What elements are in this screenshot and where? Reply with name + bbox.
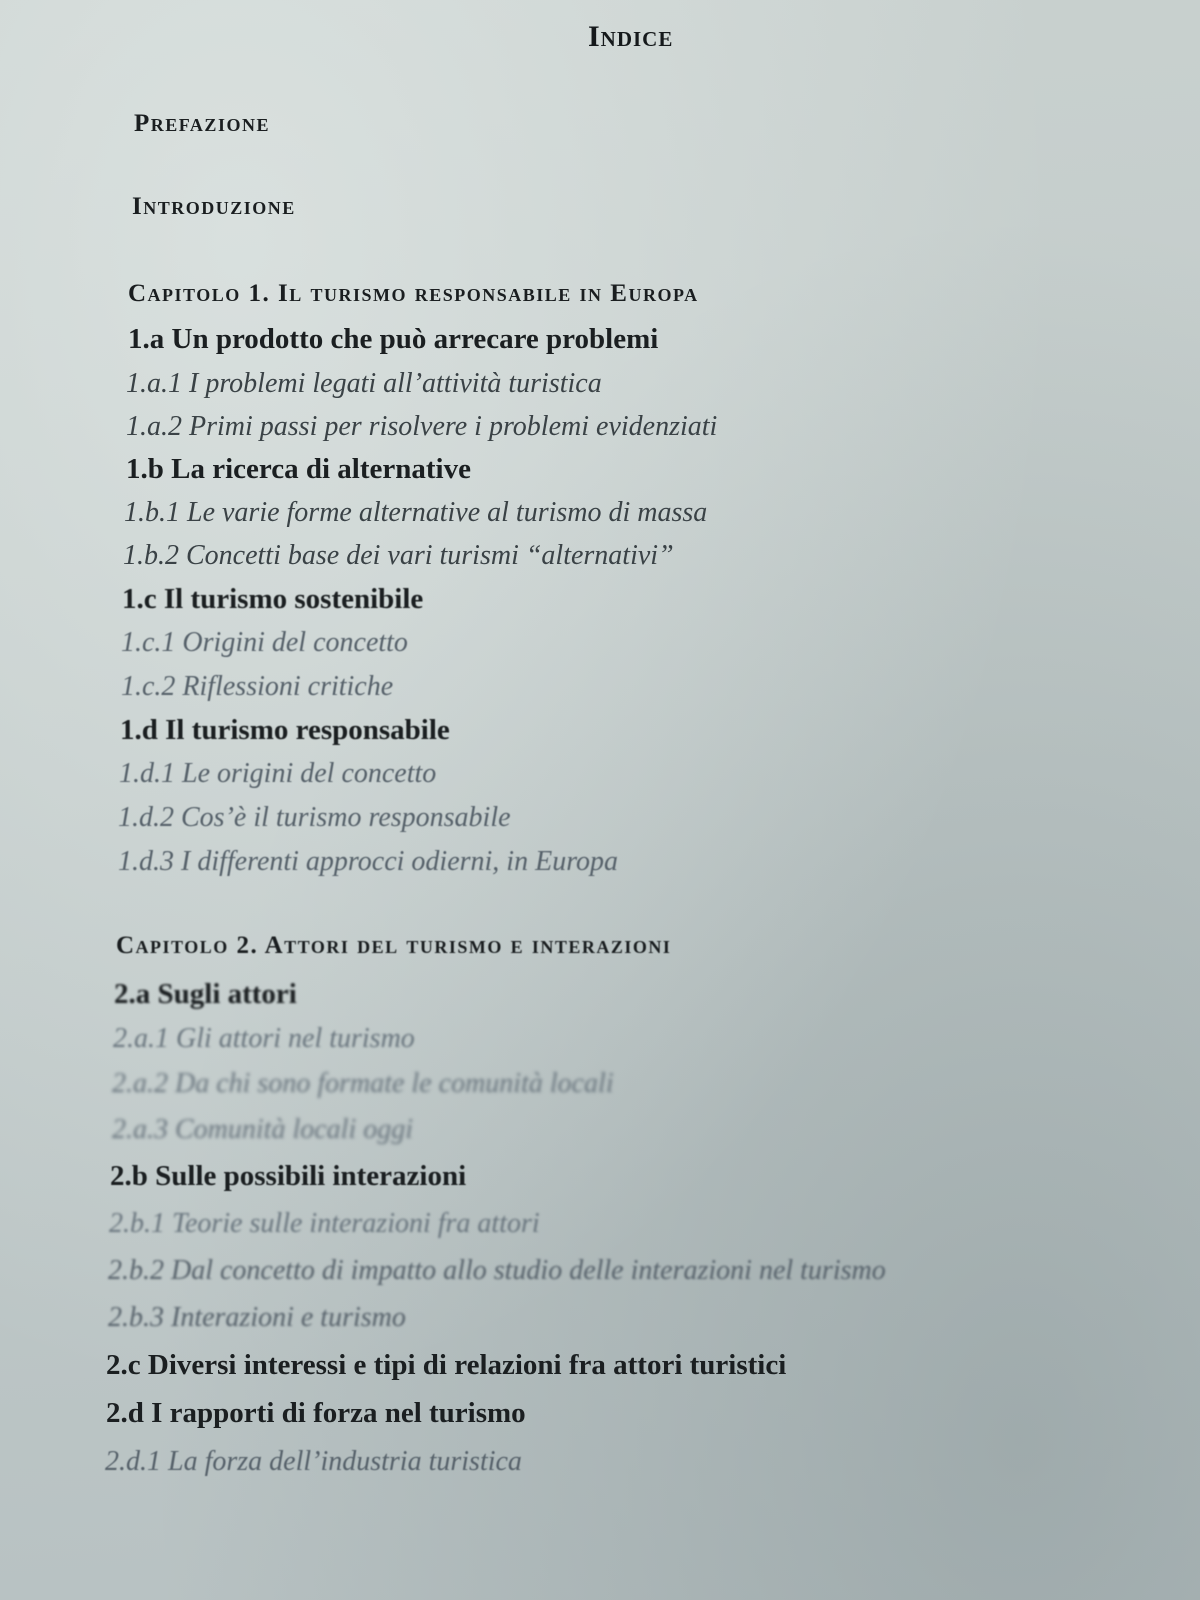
toc-subsection-1d2: 1.d.2 Cos’è il turismo responsabile [118,802,511,833]
toc-section-1c: 1.c Il turismo sostenibile [122,583,424,615]
page-title: Indice [588,20,674,53]
toc-subsection-2d1: 2.d.1 La forza dell’industria turistica [105,1446,522,1477]
toc-section-2b: 2.b Sulle possibili interazioni [110,1160,467,1192]
toc-section-1a: 1.a Un prodotto che può arrecare problemi [128,323,659,355]
chapter-1-heading: Capitolo 1. Il turismo responsabile in Europa [128,280,699,307]
toc-subsection-2b1: 2.b.1 Teorie sulle interazioni fra attori [109,1208,540,1239]
toc-preface: Prefazione [134,110,270,137]
toc-section-1d: 1.d Il turismo responsabile [120,714,450,746]
toc-subsection-1d3: 1.d.3 I differenti approcci odierni, in Europa [118,846,619,877]
toc-section-2d: 2.d I rapporti di forza nel turismo [106,1397,526,1429]
toc-section-2c: 2.c Diversi interessi e tipi di relazioni fra attori turistici [106,1349,787,1381]
toc-subsection-1c1: 1.c.1 Origini del concetto [121,627,408,658]
toc-subsection-2b2: 2.b.2 Dal concetto di impatto allo studio delle interazioni nel turismo [108,1255,886,1286]
toc-subsection-2b3: 2.b.3 Interazioni e turismo [108,1302,406,1333]
toc-subsection-1a2: 1.a.2 Primi passi per risolvere i problemi evidenziati [126,411,718,442]
toc-section-2a: 2.a Sugli attori [114,978,297,1010]
toc-subsection-2a3: 2.a.3 Comunità locali oggi [112,1114,413,1145]
toc-subsection-1b2: 1.b.2 Concetti base dei vari turismi “alternativi” [123,540,674,571]
toc-section-1b: 1.b La ricerca di alternative [126,453,471,485]
toc-introduction: Introduzione [132,193,296,220]
toc-subsection-1d1: 1.d.1 Le origini del concetto [119,758,437,789]
toc-subsection-1b1: 1.b.1 Le varie forme alternative al turismo di massa [124,497,708,528]
toc-subsection-1c2: 1.c.2 Riflessioni critiche [121,671,394,702]
toc-subsection-2a1: 2.a.1 Gli attori nel turismo [113,1023,415,1054]
toc-subsection-2a2: 2.a.2 Da chi sono formate le comunità locali [112,1068,614,1099]
chapter-2-heading: Capitolo 2. Attori del turismo e interazioni [116,932,672,959]
toc-subsection-1a1: 1.a.1 I problemi legati all’attività turistica [126,368,602,399]
